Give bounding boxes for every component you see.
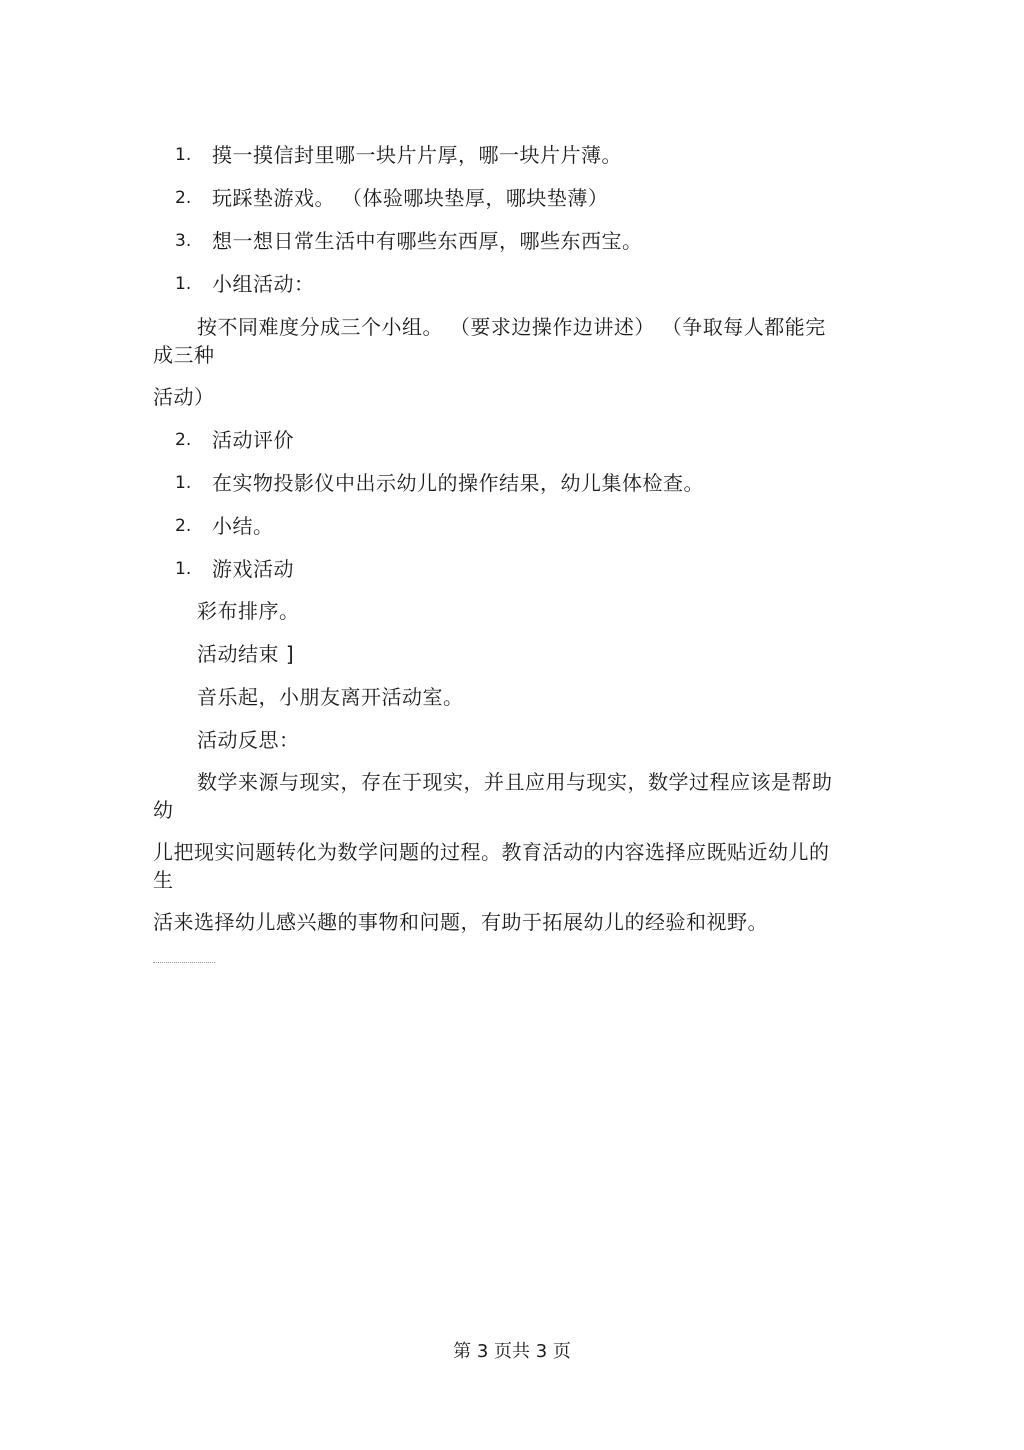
list-item-text: 活动评价 <box>212 428 294 452</box>
list-item-text: 玩踩垫游戏。 （体验哪块垫厚，哪块垫薄） <box>212 186 609 210</box>
list-number: 1. <box>175 274 192 294</box>
list-item-text: 想一想日常生活中有哪些东西厚，哪些东西宝。 <box>212 229 643 253</box>
reflection-line: 幼 <box>153 798 174 822</box>
list-item-text: 游戏活动 <box>212 557 294 581</box>
list-number: 1. <box>175 145 192 165</box>
text-line: 彩布排序。 <box>197 599 300 623</box>
list-item-text: 小组活动： <box>212 272 315 296</box>
list-number: 1. <box>175 559 192 579</box>
list-item-text: 摸一摸信封里哪一块片片厚，哪一块片片薄。 <box>212 143 622 167</box>
paragraph-line: 活动） <box>153 385 215 409</box>
reflection-line: 生 <box>153 868 174 892</box>
paragraph-line: 成三种 <box>153 343 215 367</box>
text-line: 活动反思： <box>197 728 300 752</box>
reflection-line: 儿把现实问题转化为数学问题的过程。教育活动的内容选择应既贴近幼儿的 <box>153 840 830 864</box>
page-footer: 第 3 页共 3 页 <box>453 1341 571 1362</box>
paragraph-line: 按不同难度分成三个小组。 （要求边操作边讲述） （争取每人都能完 <box>197 315 826 339</box>
list-number: 2. <box>175 430 192 450</box>
reflection-line: 活来选择幼儿感兴趣的事物和问题，有助于拓展幼儿的经验和视野。 <box>153 910 768 934</box>
list-item-text: 在实物投影仪中出示幼儿的操作结果，幼儿集体检查。 <box>212 471 704 495</box>
divider <box>153 962 215 963</box>
list-item-text: 小结。 <box>212 514 274 538</box>
reflection-line: 数学来源与现实，存在于现实，并且应用与现实，数学过程应该是帮助 <box>197 770 833 794</box>
list-number: 2. <box>175 188 192 208</box>
text-line: 音乐起，小朋友离开活动室。 <box>197 685 464 709</box>
list-number: 1. <box>175 473 192 493</box>
list-number: 3. <box>175 231 192 251</box>
list-number: 2. <box>175 516 192 536</box>
text-line: 活动结束 ] <box>197 642 295 666</box>
